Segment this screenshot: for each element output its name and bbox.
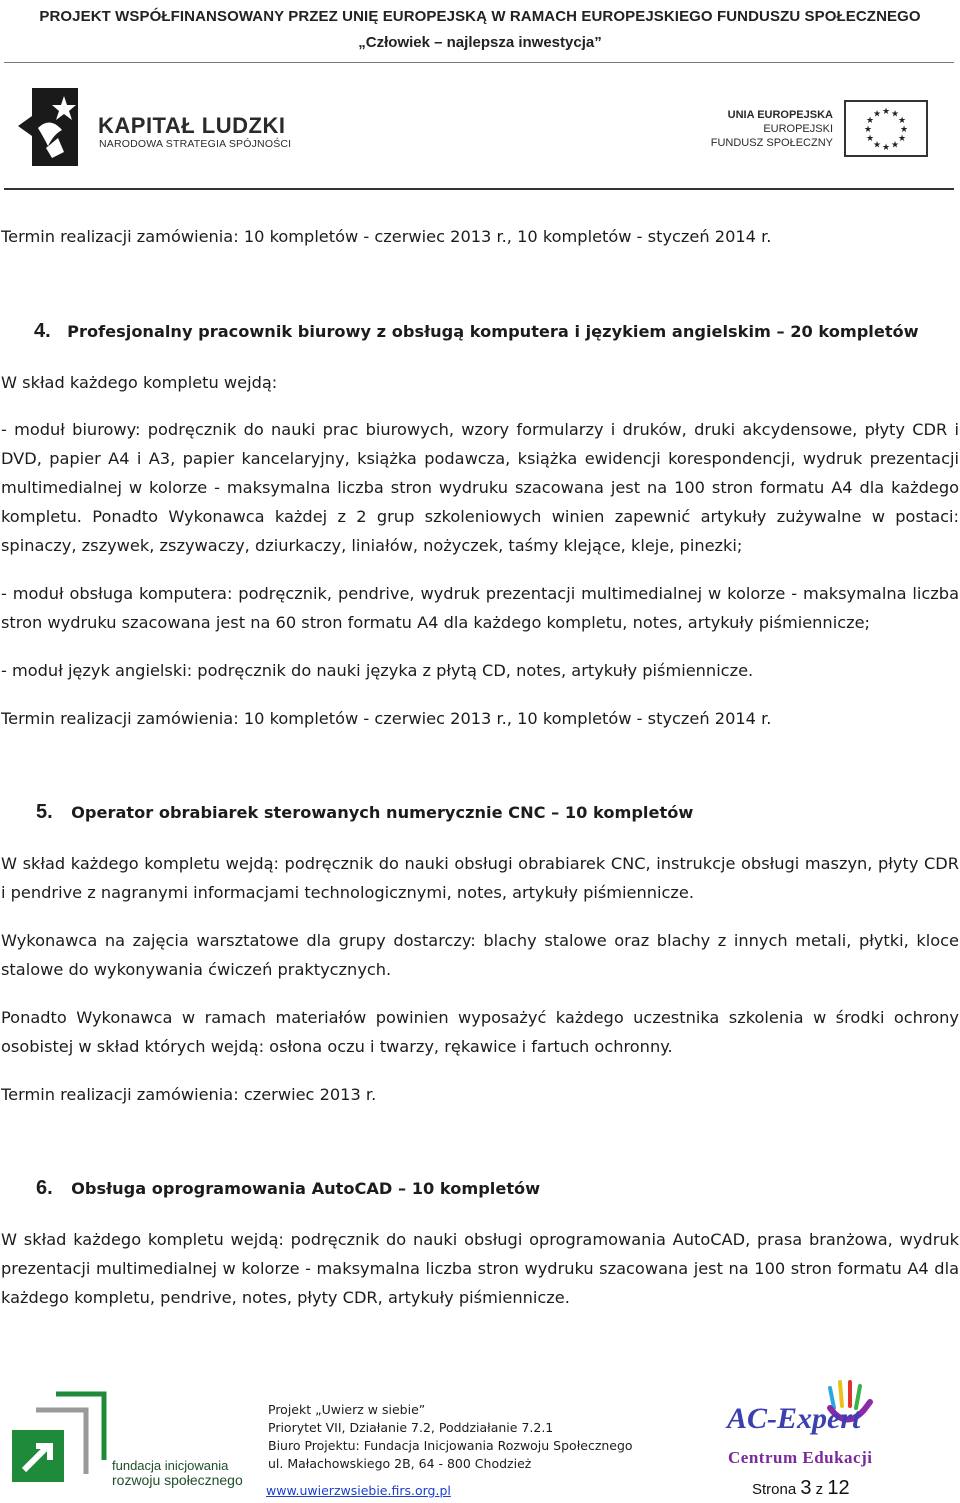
kapital-ludzki-logo-icon	[18, 86, 80, 168]
eu-label-line2: EUROPEJSKI	[763, 123, 833, 135]
svg-text:★: ★	[890, 140, 900, 151]
section-5-paragraph-3: Ponadto Wykonawca w ramach materiałów powinien wyposażyć każdego uczestnika szkolenia w środki ochrony osobistej w skład których wejdą: osłona oczu i twarzy, rękawice i fartuch ochronny.	[1, 1008, 959, 1056]
svg-text:★: ★	[897, 116, 907, 126]
header-slogan: „Człowiek – najlepsza inwestycja”	[358, 34, 602, 51]
section-5-paragraph-2: Wykonawca na zajęcia warsztatowe dla grupy dostarczy: blachy stalowe oraz blachy z innych metali, płytki, kloce stalowe do wykonywania ćwiczeń praktycznych.	[1, 931, 959, 979]
svg-text:★: ★	[863, 125, 873, 135]
svg-text:★: ★	[899, 125, 909, 135]
section-5-heading	[36, 801, 693, 824]
ac-expert-subtitle: Centrum Edukacji	[728, 1448, 873, 1467]
eu-stars-icon	[846, 102, 926, 155]
section-6-title: Obsługa oprogramowania AutoCAD – 10 kompletów	[71, 1179, 541, 1198]
footer-website-link[interactable]: www.uwierzwsiebie.firs.org.pl	[266, 1483, 451, 1498]
section-4-intro: W skład każdego kompletu wejdą:	[1, 373, 278, 392]
footer-project-info	[268, 1401, 633, 1473]
section-4-number: 4.	[34, 320, 51, 342]
section-5-paragraph-1: W skład każdego kompletu wejdą: podręcznik do nauki obsługi obrabiarek CNC, instrukcje obsługi maszyn, płyty CDR i pendrive z nagranymi informacjami technologicznymi, notes, artykuły piśmiennicze.	[1, 854, 959, 902]
section-5-number: 5.	[36, 801, 53, 823]
section-4-module-english: - moduł język angielski: podręcznik do nauki języka z płytą CD, notes, artykuły piśmiennicze.	[1, 661, 754, 680]
ac-expert-name: AC-Expert	[727, 1402, 861, 1435]
page-of: z	[815, 1481, 824, 1498]
footer-project-office: Biuro Projektu: Fundacja Inicjowania Rozwoju Społecznego	[268, 1438, 633, 1453]
footer-website-wrap	[266, 1482, 451, 1500]
fundacja-logo-icon	[10, 1390, 110, 1490]
svg-text:★: ★	[881, 143, 891, 153]
section-6-number: 6.	[36, 1177, 53, 1199]
eu-label-line3: FUNDUSZ SPOŁECZNY	[710, 137, 833, 149]
fundacja-line1: fundacja inicjowania	[112, 1458, 229, 1473]
footer-project-priority: Priorytet VII, Działanie 7.2, Poddziałanie 7.2.1	[268, 1420, 554, 1435]
fundacja-logo-text	[112, 1458, 243, 1488]
svg-text:★: ★	[881, 107, 891, 117]
eu-label	[680, 108, 833, 150]
page-total: 12	[827, 1477, 850, 1499]
eu-label-line1: UNIA EUROPEJSKA	[727, 109, 833, 121]
svg-text:★: ★	[865, 116, 875, 126]
section-6-heading	[36, 1177, 540, 1200]
eu-flag-icon	[844, 100, 928, 157]
section-4-heading	[34, 320, 919, 343]
footer-project-name: Projekt „Uwierz w siebie”	[268, 1402, 426, 1417]
page-current: 3	[800, 1477, 812, 1499]
page-counter	[752, 1477, 850, 1500]
svg-text:★: ★	[872, 109, 882, 120]
svg-text:★: ★	[872, 140, 882, 151]
termin-b: Termin realizacji zamówienia: 10 kompletów - czerwiec 2013 r., 10 kompletów - styczeń 2014 r.	[1, 709, 772, 728]
termin-a: Termin realizacji zamówienia: 10 kompletów - czerwiec 2013 r., 10 kompletów - styczeń 2014 r.	[1, 227, 772, 246]
footer-project-address: ul. Małachowskiego 2B, 64 - 800 Chodzież	[268, 1456, 532, 1471]
svg-text:★: ★	[897, 134, 907, 144]
section-5-title: Operator obrabiarek sterowanych numerycznie CNC – 10 kompletów	[71, 803, 694, 822]
svg-text:★: ★	[890, 109, 900, 120]
header-funding-line: PROJEKT WSPÓŁFINANSOWANY PRZEZ UNIĘ EUROPEJSKĄ W RAMACH EUROPEJSKIEGO FUNDUSZU SPOŁECZNEGO	[39, 8, 921, 25]
svg-text:★: ★	[865, 134, 875, 144]
fundacja-line2: rozwoju społecznego	[112, 1472, 243, 1488]
section-4-module-computer: - moduł obsługa komputera: podręcznik, pendrive, wydruk prezentacji multimedialnej w kolorze - maksymalna liczba stron wydruku szacowana jest na 60 stron formatu A4 dla każdego kompletu, notes, artykuły piśmiennicze;	[1, 584, 959, 632]
section-4-module-office: - moduł biurowy: podręcznik do nauki prac biurowych, wzory formularzy i druków, druki akcydensowe, płyty CDR i DVD, papier A4 i A3, papier kancelaryjny, książka podawcza, książka ewidencji korespondencji, wydruk prezentacji multimedialnej w kolorze - maksymalna liczba stron wydruku szacowana jest na 100 stron formatu A4 dla każdego kompletu. Ponadto Wykonawca każdej z 2 grup szkoleniowych winien zapewnić artykuły zużywalne w postaci: spinaczy, zszywek, zszywaczy, dziurkaczy, liniałów, nożyczek, taśmy klejące, kleje, pinezki;	[1, 420, 959, 555]
header-divider-bottom	[4, 188, 954, 190]
kapital-ludzki-subtitle: NARODOWA STRATEGIA SPÓJNOŚCI	[99, 138, 292, 150]
page-word: Strona	[752, 1481, 797, 1498]
termin-c: Termin realizacji zamówienia: czerwiec 2013 r.	[1, 1085, 377, 1104]
section-4-title: Profesjonalny pracownik biurowy z obsługą komputera i językiem angielskim – 20 kompletów	[67, 322, 919, 341]
header-divider-top	[4, 62, 954, 63]
kapital-ludzki-title: KAPITAŁ LUDZKI	[98, 113, 286, 138]
section-6-paragraph-1: W skład każdego kompletu wejdą: podręcznik do nauki obsługi oprogramowania AutoCAD, prasa branżowa, wydruk prezentacji multimedialnej w kolorze - maksymalna liczba stron wydruku szacowana jest na 100 stron formatu A4 dla każdego kompletu, pendrive, notes, płyty CDR, artykuły piśmiennicze.	[1, 1230, 959, 1307]
